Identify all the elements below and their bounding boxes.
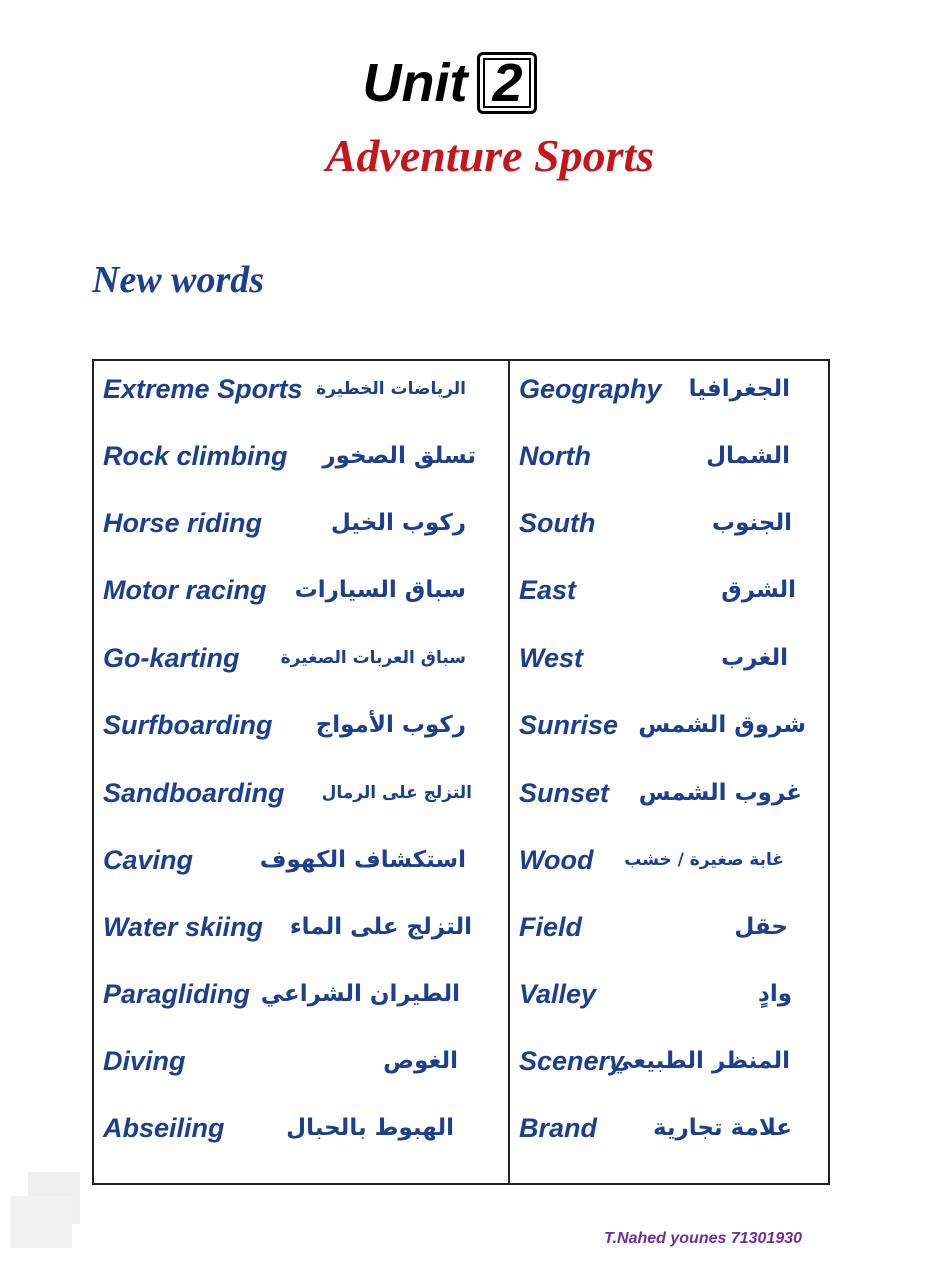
vocab-row bbox=[510, 369, 828, 409]
vocab-row bbox=[94, 773, 508, 813]
vocab-english: East bbox=[519, 575, 577, 605]
vocab-arabic: الجنوب bbox=[711, 510, 792, 536]
vocab-arabic: شروق الشمس bbox=[638, 712, 806, 738]
vocab-row bbox=[510, 570, 828, 610]
vocab-row bbox=[510, 1041, 828, 1081]
vocab-arabic: استكشاف الكهوف bbox=[259, 847, 466, 873]
unit-number-badge: 2 bbox=[477, 52, 537, 114]
watermark-logo bbox=[10, 1172, 250, 1252]
vocab-row bbox=[94, 369, 508, 409]
vocab-row bbox=[510, 436, 828, 476]
vocab-english: Caving bbox=[103, 845, 194, 875]
vocab-arabic: الهبوط بالحبال bbox=[286, 1115, 454, 1141]
vocab-arabic: الرياضات الخطيرة bbox=[316, 379, 466, 399]
vocab-row bbox=[510, 638, 828, 678]
vocab-arabic: الجغرافيا bbox=[688, 376, 790, 402]
vocab-row bbox=[510, 1108, 828, 1148]
vocab-arabic: الشمال bbox=[706, 443, 790, 469]
vocab-english: Geography bbox=[519, 374, 662, 404]
section-heading: New words bbox=[92, 259, 265, 301]
vocab-arabic: علامة تجارية bbox=[652, 1115, 792, 1141]
vocab-arabic: غابة صغيرة / خشب bbox=[624, 850, 784, 870]
vocab-english: West bbox=[519, 643, 584, 673]
vocab-english: Sandboarding bbox=[103, 778, 285, 808]
vocab-english: Paragliding bbox=[103, 979, 251, 1009]
unit-label: Unit bbox=[362, 53, 468, 113]
vocab-row bbox=[94, 503, 508, 543]
vocab-arabic: وادٍ bbox=[758, 981, 792, 1007]
vocab-english: Scenery bbox=[519, 1046, 625, 1076]
vocab-english: Horse riding bbox=[103, 508, 263, 538]
vocab-row bbox=[94, 638, 508, 678]
vocab-arabic: تسلق الصخور bbox=[322, 443, 476, 469]
vocab-arabic: ركوب الخيل bbox=[330, 510, 466, 536]
vocab-arabic: غروب الشمس bbox=[638, 780, 802, 806]
vocab-arabic: ركوب الأمواج bbox=[315, 712, 466, 738]
vocab-english: Motor racing bbox=[103, 575, 267, 605]
vocabulary-table bbox=[92, 359, 830, 1185]
vocab-row bbox=[510, 773, 828, 813]
vocab-row bbox=[510, 705, 828, 745]
vocab-arabic: الغوص bbox=[383, 1048, 458, 1074]
vocab-arabic: التزلج على الماء bbox=[289, 914, 472, 940]
vocab-english: Sunset bbox=[519, 778, 610, 808]
vocab-row bbox=[510, 907, 828, 947]
vocab-arabic: المنظر الطبيعي bbox=[609, 1048, 790, 1074]
vocab-english: Field bbox=[519, 912, 583, 942]
unit-title bbox=[0, 52, 900, 118]
vocab-row bbox=[510, 503, 828, 543]
vocab-row bbox=[94, 840, 508, 880]
vocab-row bbox=[94, 436, 508, 476]
vocab-row bbox=[94, 570, 508, 610]
vocab-english: Surfboarding bbox=[103, 710, 273, 740]
vocab-english: South bbox=[519, 508, 596, 538]
vocab-english: Abseiling bbox=[103, 1113, 225, 1143]
vocab-row bbox=[94, 705, 508, 745]
vocab-english: Rock climbing bbox=[103, 441, 288, 471]
vocab-english: Brand bbox=[519, 1113, 598, 1143]
vocab-row bbox=[510, 974, 828, 1014]
vocab-row bbox=[510, 840, 828, 880]
vocab-arabic: حقل bbox=[734, 914, 788, 940]
footer-credit: T.Nahed younes 71301930 bbox=[604, 1230, 803, 1247]
vocab-english: Wood bbox=[519, 845, 594, 875]
vocab-english: Water skiing bbox=[103, 912, 264, 942]
vocab-row bbox=[94, 907, 508, 947]
vocab-english: Valley bbox=[519, 979, 597, 1009]
vocab-english: Extreme Sports bbox=[103, 374, 303, 404]
vocab-english: Diving bbox=[103, 1046, 186, 1076]
vocab-english: North bbox=[519, 441, 591, 471]
vocab-row bbox=[94, 974, 508, 1014]
vocab-arabic: سباق السيارات bbox=[294, 577, 466, 603]
vocab-arabic: الطيران الشراعي bbox=[260, 981, 460, 1007]
unit-subtitle: Adventure Sports bbox=[325, 130, 655, 181]
vocab-arabic: الغرب bbox=[721, 645, 788, 671]
vocab-english: Sunrise bbox=[519, 710, 619, 740]
vocab-arabic: سباق العربات الصغيرة bbox=[280, 648, 466, 668]
vocab-english: Go-karting bbox=[103, 643, 240, 673]
vocab-row bbox=[94, 1108, 508, 1148]
vocab-arabic: التزلج على الرمال bbox=[321, 783, 472, 803]
watermark-shape bbox=[10, 1196, 72, 1248]
vocab-arabic: الشرق bbox=[721, 577, 796, 603]
vocab-row bbox=[94, 1041, 508, 1081]
